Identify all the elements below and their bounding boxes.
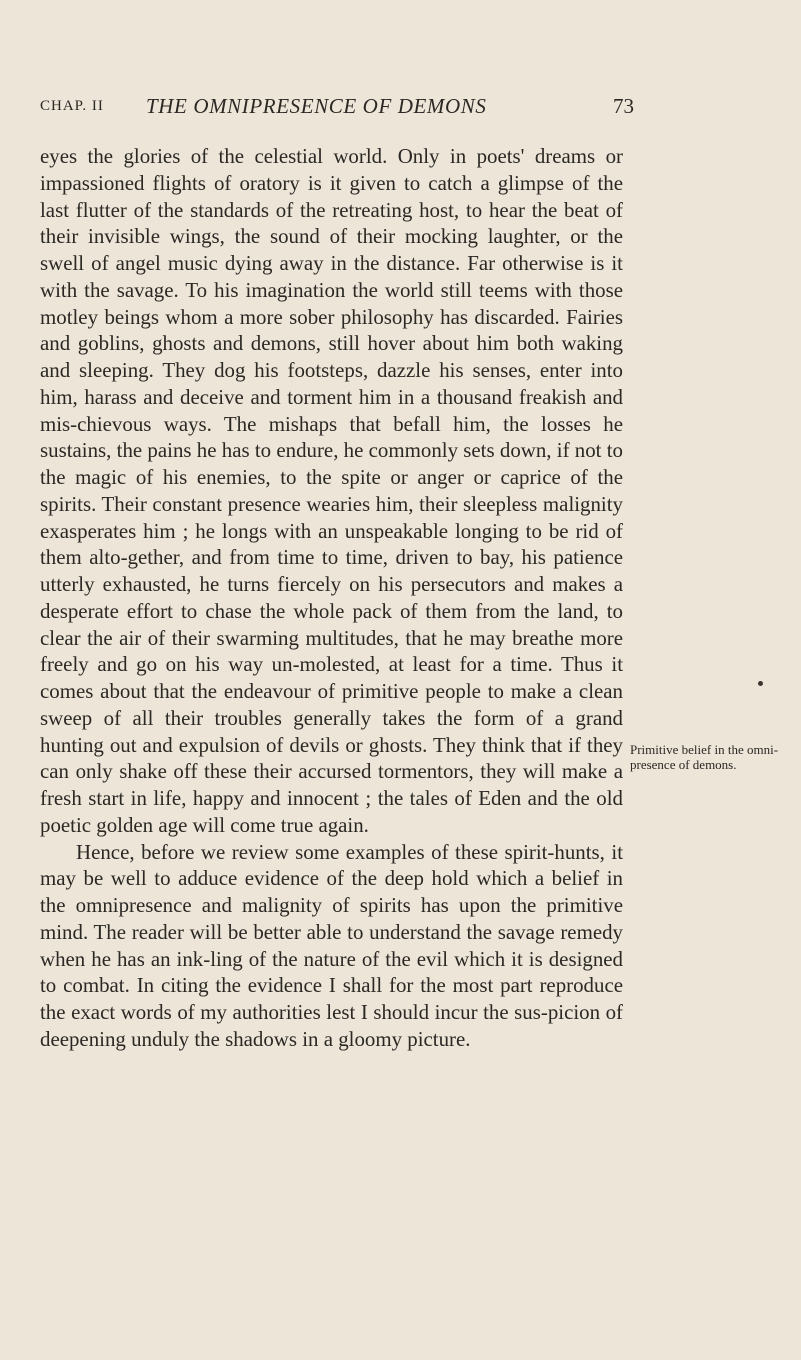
paragraph: Hence, before we review some examples of these spirit-hunts, it may be well to adduce evidence of the deep hold which a belief in the omnipresence and malignity of spirits has upon the primitive mind. The reader will be better able to understand the savage remedy when he has an ink-ling of the nature of the evil which it is designed to combat. In citing the evidence I shall for the most part reproduce the exact words of my authorities lest I should incur the sus-picion of deepening unduly the shadows in a gloomy picture. bbox=[40, 839, 623, 1051]
page-number: 73 bbox=[613, 94, 634, 118]
page-header bbox=[40, 94, 640, 124]
chapter-label: CHAP. II bbox=[40, 98, 104, 114]
body-text bbox=[40, 143, 623, 1053]
marginal-note: Primitive belief in the omni-presence of demons. bbox=[630, 742, 779, 772]
paragraph: eyes the glories of the celestial world. Only in poets' dreams or impassioned flights of oratory is it given to catch a glimpse of the last flutter of the standards of the retreating host, to hear the beat of their invisible wings, the sound of their mocking laughter, or the swell of angel music dying away in the distance. Far otherwise is it with the savage. To his imagination the world still teems with those motley beings whom a more sober philosophy has discarded. Fairies and goblins, ghosts and demons, still hover about him both waking and sleeping. They dog his footsteps, dazzle his senses, enter into him, harass and deceive and torment him in a thousand freakish and mis-chievous ways. The mishaps that befall him, the losses he sustains, the pains he has to endure, he commonly sets down, if not to the magic of his enemies, to the spite or anger or caprice of the spirits. Their constant presence wearies him, their sleepless malignity exasperates him ; he longs with an unspeakable longing to be rid of them alto-gether, and from time to time, driven to bay, his patience utterly exhausted, he turns fiercely on his persecutors and makes a desperate effort to chase the whole pack of them from the land, to clear the air of their swarming multitudes, that he may breathe more freely and go on his way un-molested, at least for a time. Thus it comes about that the endeavour of primitive people to make a clean sweep of all their troubles generally takes the form of a grand hunting out and expulsion of devils or ghosts. They think that if they can only shake off these their accursed tormentors, they will make a fresh start in life, happy and innocent ; the tales of Eden and the old poetic golden age will come true again. bbox=[40, 144, 623, 837]
running-title: THE OMNIPRESENCE OF DEMONS bbox=[146, 94, 487, 118]
ink-speck bbox=[758, 681, 763, 686]
